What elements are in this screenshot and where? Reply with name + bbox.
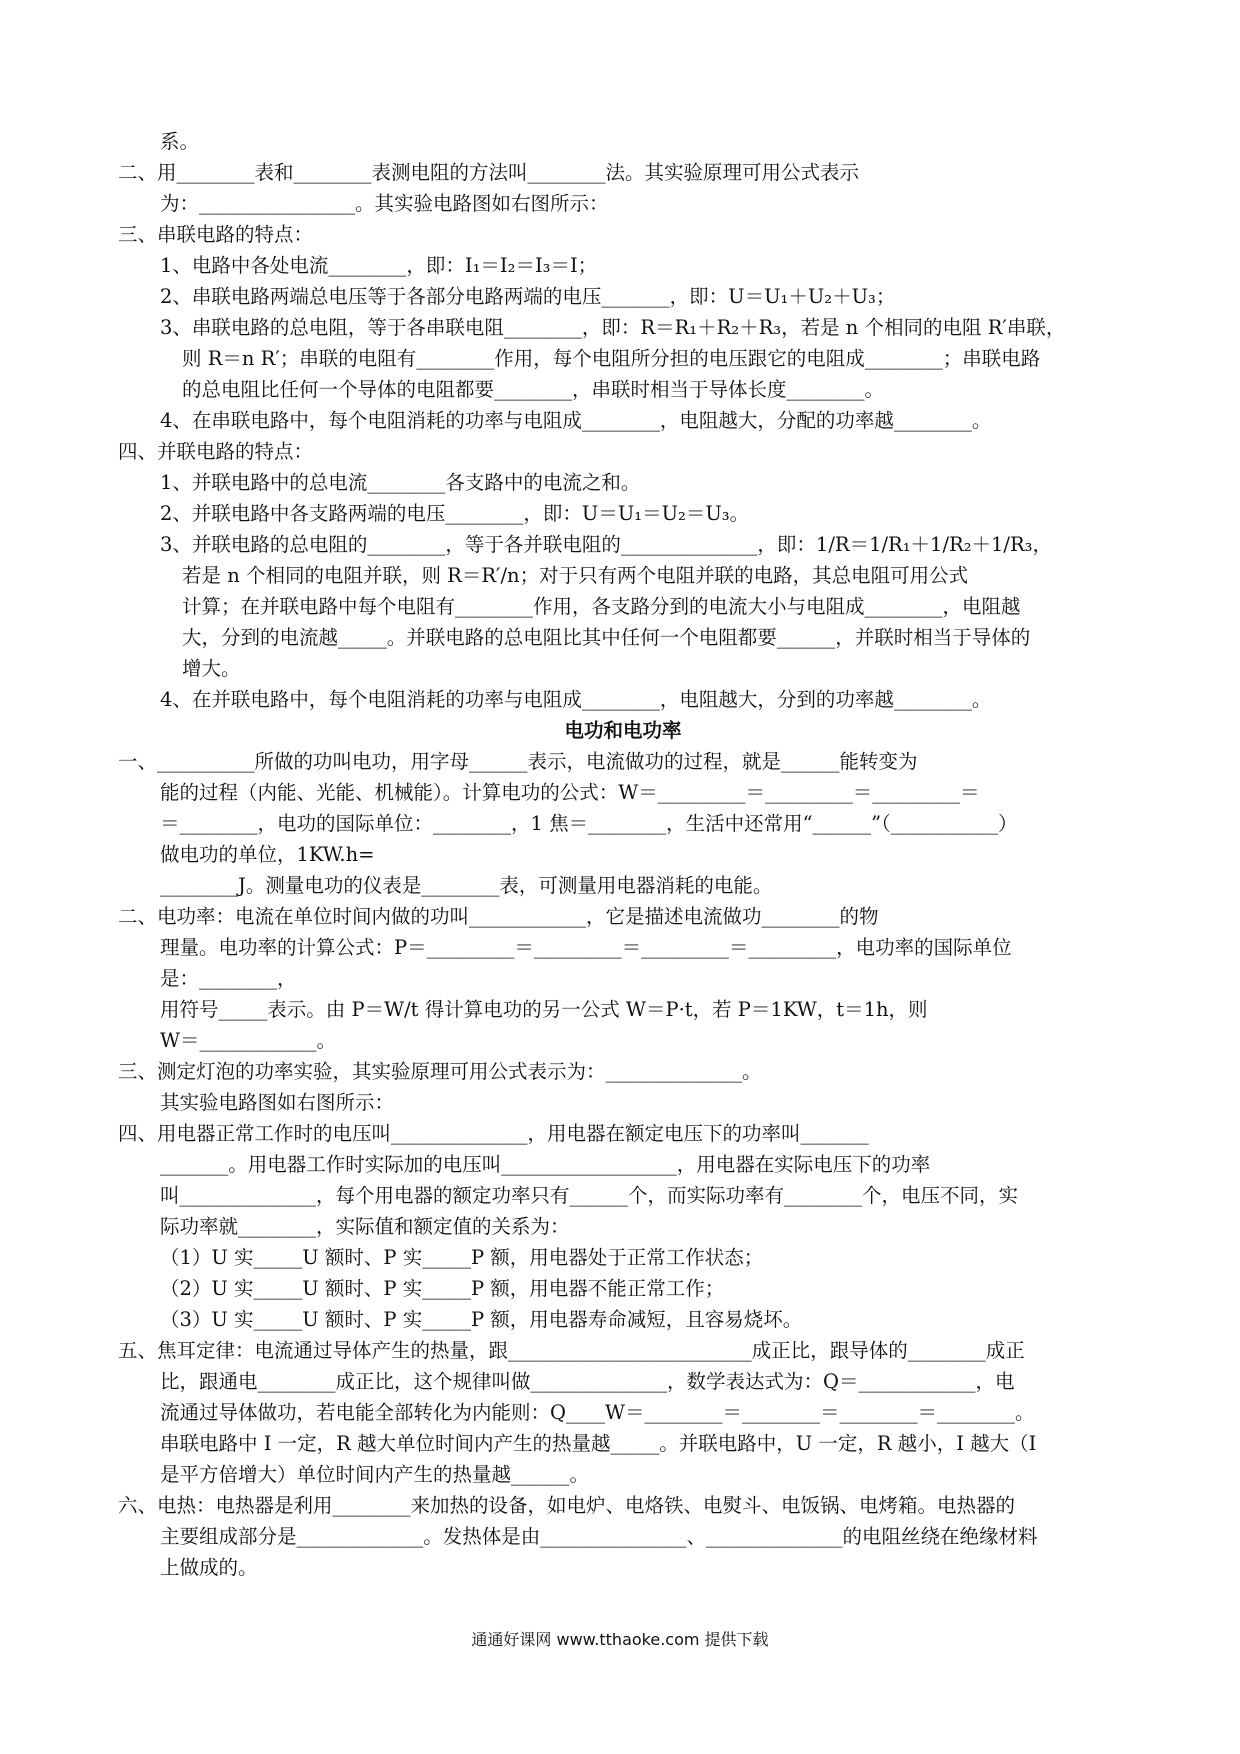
text-line: 比，跟通电________成正比，这个规律叫做______________，数学表达式为：Q＝____________，电 bbox=[160, 1370, 1015, 1393]
text-line: 2、串联电路两端总电压等于各部分电路两端的电压_______，即：U＝U₁＋U₂＋U₃； bbox=[160, 285, 896, 308]
worksheet-body bbox=[118, 126, 1128, 1583]
text-line: 上做成的。 bbox=[160, 1556, 258, 1579]
text-line: ________J。测量电功的仪表是________表，可测量用电器消耗的电能。 bbox=[160, 874, 773, 897]
text-line: 系。 bbox=[160, 130, 200, 153]
text-line: 4、在串联电路中，每个电阻消耗的功率与电阻成________，电阻越大，分配的功率越________。 bbox=[160, 409, 992, 432]
text-line: 其实验电路图如右图所示： bbox=[160, 1091, 395, 1114]
text-line: 二、电功率：电流在单位时间内做的功叫____________，它是描述电流做功________的物 bbox=[118, 905, 879, 928]
text-line: 四、并联电路的特点： bbox=[118, 440, 314, 463]
text-line: _______。用电器工作时实际加的电压叫__________________，用电器在实际电压下的功率 bbox=[160, 1153, 931, 1176]
text-line: 六、电热：电热器是利用________来加热的设备，如电炉、电烙铁、电熨斗、电饭锅、电烤箱。电热器的 bbox=[118, 1494, 1016, 1517]
text-line: （2）U 实_____U 额时、P 实_____P 额，用电器不能正常工作； bbox=[160, 1277, 725, 1300]
text-line: 理量。电功率的计算公式：P＝_________＝_________＝_________＝_________，电功率的国际单位 bbox=[160, 936, 1012, 959]
text-line: 一、__________所做的功叫电功，用字母______表示，电流做功的过程，就是______能转变为 bbox=[118, 750, 918, 773]
text-line: 主要组成部分是_____________。发热体是由_______________、______________的电阻丝绕在绝缘材料 bbox=[160, 1525, 1038, 1548]
text-line: 是：________， bbox=[160, 967, 297, 990]
text-line: 际功率就________，实际值和额定值的关系为： bbox=[160, 1215, 570, 1238]
text-line: 1、电路中各处电流________，即：I₁＝I₂＝I₃＝I； bbox=[160, 254, 598, 277]
text-line: 做电功的单位，1KW.h= bbox=[160, 843, 375, 866]
text-line: 叫______________，每个用电器的额定功率只有______个，而实际功率有________个，电压不同，实 bbox=[160, 1184, 1019, 1207]
text-line: 增大。 bbox=[182, 657, 241, 680]
text-line: 流通过导体做功，若电能全部转化为内能则：Q____W＝________＝________＝________＝________。 bbox=[160, 1401, 1035, 1424]
text-line: 三、测定灯泡的功率实验，其实验原理可用公式表示为：______________。 bbox=[118, 1060, 762, 1083]
text-line: 大，分到的电流越_____。并联电路的总电阻比其中任何一个电阻都要______，并联时相当于导体的 bbox=[182, 626, 1031, 649]
text-line: 则 R＝n R′；串联的电阻有________作用，每个电阻所分担的电压跟它的电阻成________；串联电路 bbox=[182, 347, 1041, 370]
text-line: 3、串联电路的总电阻，等于各串联电阻________，即：R＝R₁＋R₂＋R₃，若是 n 个相同的电阻 R′串联， bbox=[160, 316, 1066, 339]
text-line: ＝________，电功的国际单位：________，1 焦＝________，生活中还常用“______”（___________） bbox=[160, 812, 1018, 835]
text-line: 能的过程（内能、光能、机械能）。计算电功的公式：W＝_________＝_________＝_________＝ bbox=[160, 781, 980, 804]
text-line: 四、用电器正常工作时的电压叫______________，用电器在额定电压下的功率叫_______ bbox=[118, 1122, 869, 1145]
text-line: （3）U 实_____U 额时、P 实_____P 额，用电器寿命减短，且容易烧坏。 bbox=[160, 1308, 803, 1331]
text-line: 计算；在并联电路中每个电阻有________作用，各支路分到的电流大小与电阻成________，电阻越 bbox=[182, 595, 1021, 618]
page-footer: 通通好课网 www.tthaoke.com 提供下载 bbox=[471, 1630, 769, 1649]
text-line: 4、在并联电路中，每个电阻消耗的功率与电阻成________，电阻越大，分到的功率越________。 bbox=[160, 688, 992, 711]
text-line: W＝____________。 bbox=[160, 1029, 337, 1052]
text-line: 若是 n 个相同的电阻并联，则 R＝R′/n；对于只有两个电阻并联的电路，其总电阻可用公式 bbox=[182, 564, 969, 587]
text-line: 2、并联电路中各支路两端的电压________，即：U＝U₁＝U₂＝U₃。 bbox=[160, 502, 750, 525]
text-line: 为：________________。其实验电路图如右图所示： bbox=[160, 192, 609, 215]
text-line: 用符号_____表示。由 P＝W/t 得计算电功的另一公式 W＝P·t，若 P＝1KW，t＝1h，则 bbox=[160, 998, 928, 1021]
section-title: 电功和电功率 bbox=[564, 719, 682, 742]
text-line: 三、串联电路的特点： bbox=[118, 223, 314, 246]
text-line: 是平方倍增大）单位时间内产生的热量越______。 bbox=[160, 1463, 590, 1486]
text-line: 的总电阻比任何一个导体的电阻都要________，串联时相当于导体长度________。 bbox=[182, 378, 885, 401]
text-line: 1、并联电路中的总电流________各支路中的电流之和。 bbox=[160, 471, 641, 494]
text-line: （1）U 实_____U 额时、P 实_____P 额，用电器处于正常工作状态； bbox=[160, 1246, 764, 1269]
text-line: 串联电路中 I 一定，R 越大单位时间内产生的热量越_____。并联电路中，U 一定，R 越小，I 越大（I bbox=[160, 1432, 1037, 1455]
text-line: 二、用________表和________表测电阻的方法叫________法。其实验原理可用公式表示 bbox=[118, 161, 860, 184]
text-line: 五、焦耳定律：电流通过导体产生的热量，跟_________________________成正比，跟导体的________成正 bbox=[118, 1339, 1025, 1362]
text-line: 3、并联电路的总电阻的________，等于各并联电阻的______________，即：1/R＝1/R₁＋1/R₂＋1/R₃， bbox=[160, 533, 1052, 556]
